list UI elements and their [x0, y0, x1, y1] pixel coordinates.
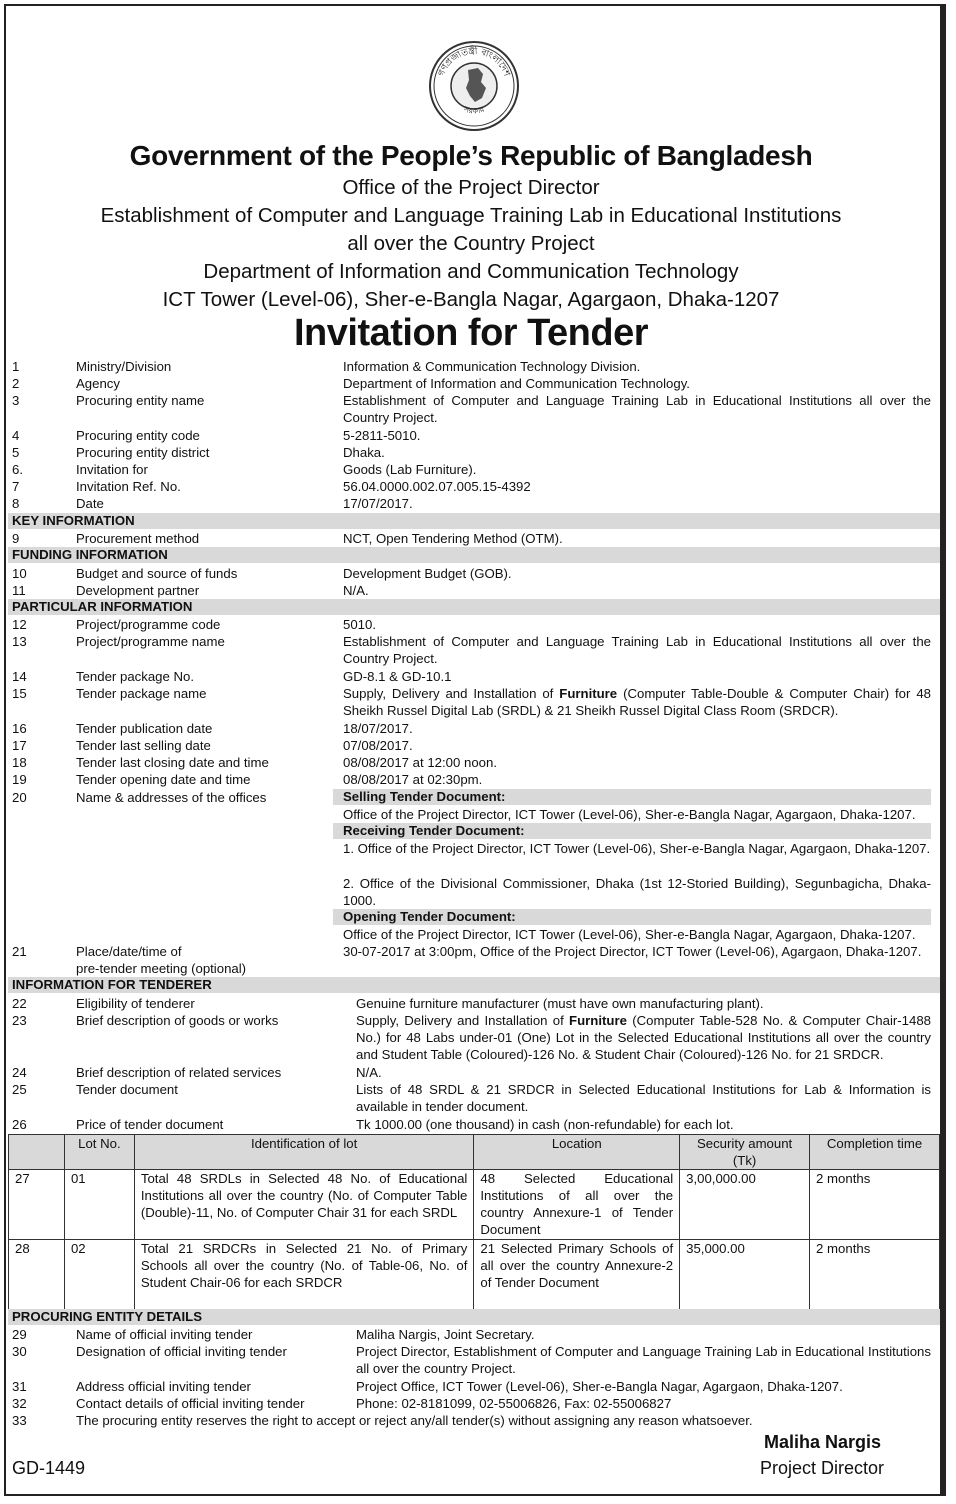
section-information-for-tenderer: INFORMATION FOR TENDERER [8, 977, 940, 993]
selling-tender-office: Office of the Project Director, ICT Tower (Level-06), Sher-e-Bangla Nagar, Agargaon, Dhaka-1207. [343, 807, 916, 822]
lot-security-amount: 35,000.00 [680, 1240, 810, 1310]
lot-number: 01 [64, 1170, 134, 1240]
lot-row-number: 28 [9, 1240, 65, 1310]
opening-tender-heading: Opening Tender Document: [333, 909, 931, 925]
tender-title: Invitation for Tender [293, 312, 649, 354]
lot-row-number: 27 [9, 1170, 65, 1240]
lot-header-sl [9, 1135, 65, 1170]
lot-completion-time: 2 months [810, 1240, 940, 1310]
lot-header-location: Location [474, 1135, 680, 1170]
header-line-5: ICT Tower (Level-06), Sher-e-Bangla Nagar, Agargaon, Dhaka-1207 [162, 288, 780, 311]
lot-header-lot-no: Lot No. [64, 1135, 134, 1170]
receiving-tender-heading: Receiving Tender Document: [333, 823, 931, 839]
header-line-1: Office of the Project Director [342, 176, 600, 199]
lot-completion-time: 2 months [810, 1170, 940, 1240]
lot-header-completion: Completion time [810, 1135, 940, 1170]
lot-table [8, 1134, 940, 1308]
section-procuring-entity-details: PROCURING ENTITY DETAILS [8, 1309, 940, 1325]
lot-security-amount: 3,00,000.00 [680, 1170, 810, 1240]
header-line-2: Establishment of Computer and Language Training Lab in Educational Institutions [100, 204, 842, 227]
header-line-4: Department of Information and Communication Technology [203, 260, 739, 283]
header-line-3: all over the Country Project [347, 232, 595, 255]
government-title: Government of the People’s Republic of Bangladesh [129, 140, 813, 171]
svg-text:গণপ্রজাতন্ত্রী বাংলাদেশ: গণপ্রজাতন্ত্রী বাংলাদেশ [436, 46, 512, 78]
signer-name: Maliha Nargis [764, 1432, 882, 1452]
lot-header-security: Security amount (Tk) [680, 1135, 810, 1170]
section-funding-information: FUNDING INFORMATION [8, 547, 940, 563]
government-seal [428, 40, 520, 132]
lot-header-identification: Identification of lot [134, 1135, 474, 1170]
svg-text:সরকার: সরকার [462, 104, 486, 116]
section-particular-information: PARTICULAR INFORMATION [8, 599, 940, 615]
table-row [9, 1170, 940, 1240]
lot-identification: Total 21 SRDCRs in Selected 21 No. of Primary Schools all over the country (No. of Table-06, No. of Student Chair-06 for each SRDCR [134, 1240, 474, 1310]
receiving-tender-office-1: 1. Office of the Project Director, ICT Tower (Level-06), Sher-e-Bangla Nagar, Agargaon, Dhaka-1207. [343, 841, 931, 856]
section-key-information: KEY INFORMATION [8, 513, 940, 529]
signer-designation: Project Director [760, 1458, 885, 1478]
gd-code: GD-1449 [12, 1458, 86, 1478]
opening-tender-office: Office of the Project Director, ICT Tower (Level-06), Sher-e-Bangla Nagar, Agargaon, Dhaka-1207. [343, 927, 916, 942]
lot-number: 02 [64, 1240, 134, 1310]
receiving-tender-office-2: 2. Office of the Divisional Commissioner, Dhaka (1st 12-Storied Building), Segunbagicha, Dhaka-1000. [343, 876, 931, 908]
right-edge [942, 4, 946, 1496]
table-row [9, 1240, 940, 1310]
lot-identification: Total 48 SRDLs in Selected 48 No. of Educational Institutions all over the country (No. of Computer Table (Double)-11, No. of Computer Chair 31 for each SRDL [134, 1170, 474, 1240]
selling-tender-heading: Selling Tender Document: [333, 789, 931, 805]
lot-location: 48 Selected Educational Institutions of all over the country Annexure-1 of Tender Document [474, 1170, 680, 1240]
lot-location: 21 Selected Primary Schools of all over the country Annexure-2 of Tender Document [474, 1240, 680, 1310]
